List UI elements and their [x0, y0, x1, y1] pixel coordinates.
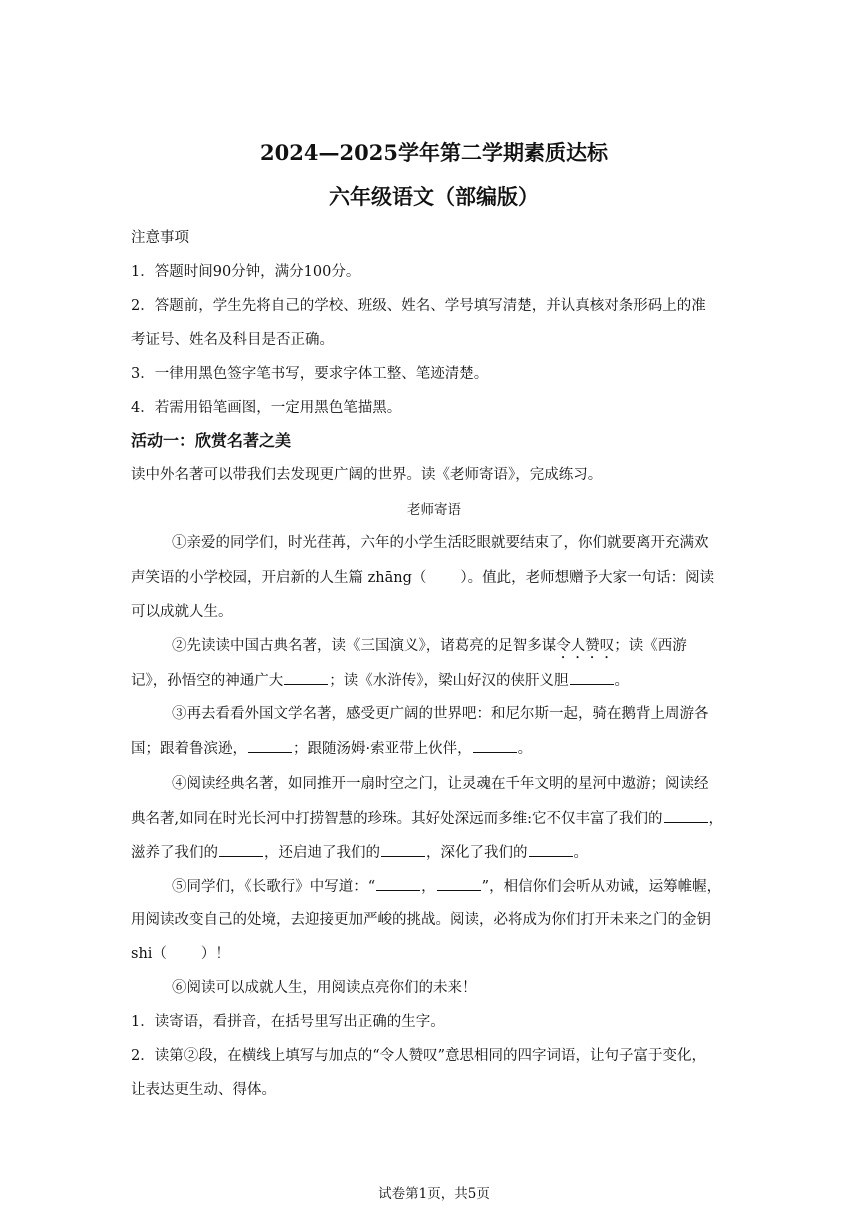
passage-line: shi（ ）！ — [131, 946, 230, 962]
passage-line: ⑥阅读可以成就人生，用阅读点亮你们的未来！ — [172, 980, 477, 996]
passage-line: ①亲爱的同学们，时光荏苒，六年的小学生活眨眼就要结束了，你们就要离开充满欢 — [172, 535, 709, 551]
note-item: 4．若需用铅笔画图，一定用黑色笔描黑。 — [131, 400, 402, 416]
note-item: 2．答题前，学生先将自己的学校、班级、姓名、学号填写清楚，并认真核对条形码上的准 — [131, 298, 706, 314]
passage-line: 记》，孙悟空的神通广大 ；读《水浒传》，梁山好汉的侠肝义胆 。 — [131, 670, 629, 691]
passage-line: ④阅读经典名著，如同推开一扇时空之门，让灵魂在千年文明的星河中遨游；阅读经 — [172, 776, 709, 792]
note-item: 1．答题时间90分钟，满分100分。 — [131, 264, 361, 280]
note-item: 考证号、姓名及科目是否正确。 — [131, 332, 334, 348]
passage-line: 用阅读改变自己的处境，去迎接更加严峻的挑战。阅读，必将成为你们打开未来之门的金钥 — [131, 912, 711, 928]
notes-heading: 注意事项 — [131, 230, 189, 246]
passage-line: 滋养了我们的 ，还启迪了我们的 ，深化了我们的 。 — [131, 842, 588, 863]
passage-line: ③再去看看外国文学名著，感受更广阔的世界吧：和尼尔斯一起，骑在鹅背上周游各 — [172, 706, 709, 722]
activity-intro: 读中外名著可以带我们去发现更广阔的世界。读《老师寄语》，完成练习。 — [131, 467, 603, 483]
passage-line: 典名著,如同在时光长河中打捞智慧的珍珠。其好处深远而多维:它不仅丰富了我们的 ， — [131, 808, 723, 829]
exam-subtitle: 六年级语文（部编版） — [329, 184, 539, 209]
question-2: 2．读第②段，在横线上填写与加点的“令人赞叹”意思相同的四字词语，让句子富于变化， — [131, 1048, 707, 1064]
passage-line: ②先读读中国古典名著，读《三国演义》，诸葛亮的足智多谋令人赞叹；读《西游 — [172, 638, 687, 654]
passage-title: 老师寄语 — [407, 502, 461, 518]
question-1: 1．读寄语，看拼音，在括号里写出正确的生字。 — [131, 1014, 445, 1030]
passage-line: 国；跟着鲁滨逊， ；跟随汤姆·索亚带上伙伴， 。 — [131, 738, 532, 759]
exam-title: 2024—2025学年第二学期素质达标 — [260, 140, 608, 165]
activity-heading: 活动一：欣赏名著之美 — [131, 431, 292, 450]
page-footer: 试卷第1页，共5页 — [378, 1186, 490, 1202]
question-2-cont: 让表达更生动、得体。 — [131, 1082, 276, 1098]
emphasized-phrase: 令人赞叹 — [556, 638, 615, 654]
passage-line: 可以成就人生。 — [131, 604, 233, 620]
passage-line: ⑤同学们，《长歌行》中写道：“ ， ”，相信你们会听从劝诫，运筹帷幄， — [172, 876, 721, 897]
passage-line: 声笑语的小学校园，开启新的人生篇 zhāng（ ）。值此，老师想赠予大家一句话：阅读 — [131, 570, 715, 586]
note-item: 3．一律用黑色签字笔书写，要求字体工整、笔迹清楚。 — [131, 366, 489, 382]
